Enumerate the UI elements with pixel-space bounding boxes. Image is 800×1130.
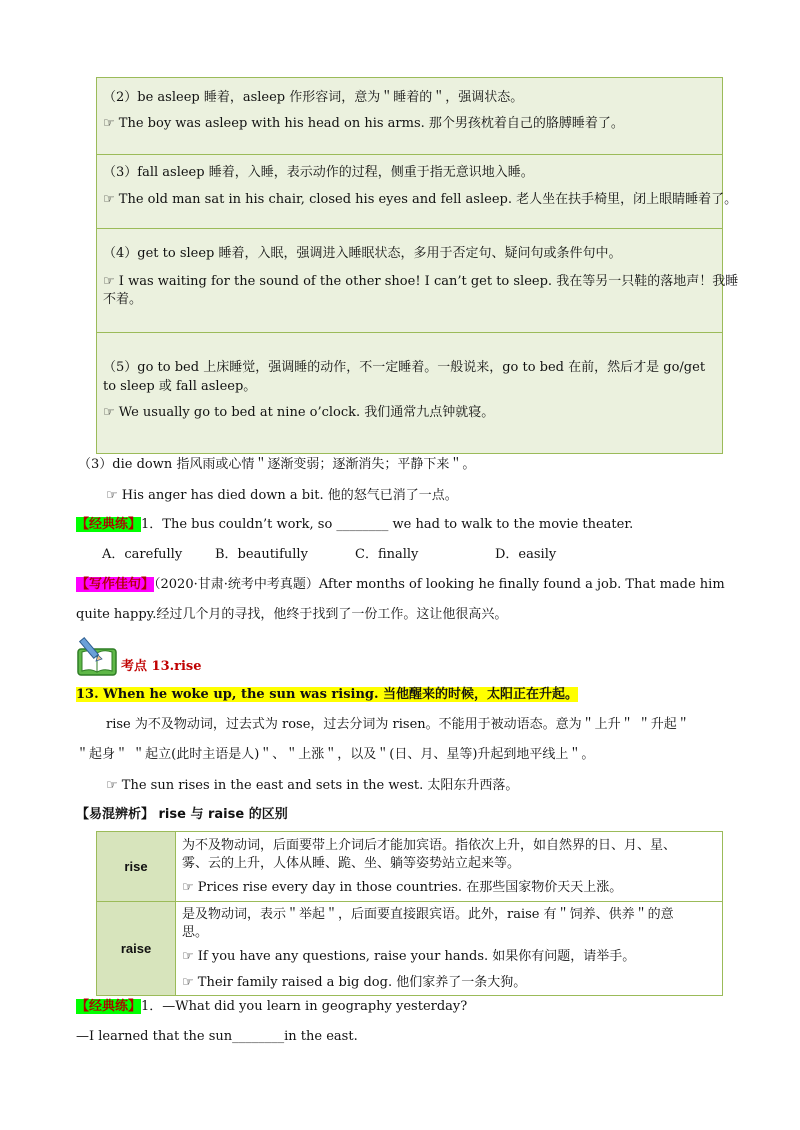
rise-desc-line1: rise 为不及物动词，过去式为 rose，过去分词为 risen。不能用于被动语态。意为＂上升＂ ＂升起＂ — [106, 717, 690, 732]
exercise2-answer-line: —I learned that the sun________in the east. — [76, 1029, 358, 1044]
table-row — [97, 902, 723, 996]
item4-title: （4）get to sleep 睡着，入眠，强调进入睡眠状态，多用于否定句、疑问句或条件句中。 — [103, 246, 622, 261]
rise-definition-line1: 为不及物动词，后面要带上介词后才能加宾语。指依次上升，如自然界的日、月、星、 — [182, 837, 677, 853]
item5-title-line1: （5）go to bed 上床睡觉，强调睡的动作，不一定睡着。一般说来，go to bed 在前，然后才是 go/get — [103, 360, 706, 375]
pointing-hand-icon: ☞ — [103, 116, 115, 131]
item4-example-line2: 不着。 — [103, 292, 143, 307]
rise-example: The sun rises in the east and sets in the west. 太阳东升西落。 — [121, 778, 519, 793]
item4-example-line1: I was waiting for the sound of the other shoe! I can’t get to sleep. 我在等另一只鞋的落地声！我睡 — [118, 274, 739, 289]
rise-table-example: Prices rise every day in those countries. 在那些国家物价天天上涨。 — [197, 879, 623, 895]
rise-definition-line2: 雾、云的上升，人体从睡、跪、坐、躺等姿势站立起来等。 — [182, 855, 521, 871]
pointing-hand-icon: ☞ — [106, 488, 118, 503]
die-down-title: （3）die down 指风雨或心情＂逐渐变弱；逐渐消失；平静下来＂。 — [78, 457, 476, 472]
option-b: B．beautifully — [215, 547, 308, 562]
item5-title-line2: to sleep 或 fall asleep。 — [103, 379, 257, 394]
item2-title: （2）be asleep 睡着，asleep 作形容词，意为＂睡着的＂，强调状态。 — [103, 90, 524, 105]
raise-table-example2: Their family raised a big dog. 他们家养了一条大狗。 — [197, 974, 527, 990]
writing-line1: （2020·甘肃·统考中考真题）After months of looking he finally found a job. That made him — [154, 577, 725, 592]
item5-example: We usually go to bed at nine o’clock. 我们通常九点钟就寝。 — [118, 405, 495, 420]
classic-exercise-tag: 【经典练】 — [76, 517, 142, 532]
item2-example: The boy was asleep with his head on his arms. 那个男孩枕着自己的胳膊睡着了。 — [118, 116, 624, 131]
pointing-hand-icon: ☞ — [182, 974, 194, 990]
item-fall-asleep — [97, 154, 738, 228]
writing-sentence-tag: 【写作佳句】 — [76, 577, 155, 592]
exercise1-question: 1．The bus couldn’t work, so ________ we had to walk to the movie theater. — [141, 517, 634, 532]
pointing-hand-icon: ☞ — [106, 778, 118, 793]
classic-exercise-tag: 【经典练】 — [76, 999, 142, 1014]
option-d: D．easily — [495, 547, 557, 562]
die-down-example: His anger has died down a bit. 他的怒气已消了一点。 — [121, 488, 458, 503]
raise-definition-line1: 是及物动词，表示＂举起＂，后面要直接跟宾语。此外，raise 有＂饲养、供养＂的意 — [182, 906, 674, 922]
rise-desc-line2: ＂起身＂ ＂起立(此时主语是人)＂、＂上涨＂，以及＂(日、月、星等)升起到地平线上＂。 — [76, 747, 595, 762]
pointing-hand-icon: ☞ — [103, 405, 115, 420]
option-c: C．finally — [355, 547, 419, 562]
raise-label: raise — [97, 902, 176, 996]
pointing-hand-icon: ☞ — [103, 274, 115, 289]
rise-label: rise — [97, 832, 176, 902]
raise-table-example1: If you have any questions, raise your hands. 如果你有问题，请举手。 — [197, 948, 636, 964]
kaodian-label: 考点 13.rise — [121, 659, 202, 674]
rise-raise-table — [96, 831, 723, 996]
pointing-hand-icon: ☞ — [182, 879, 194, 895]
option-a: A．carefully — [102, 547, 183, 562]
item3-title: （3）fall asleep 睡着，入睡，表示动作的过程，侧重于指无意识地入睡。 — [103, 165, 534, 180]
item-be-asleep — [97, 78, 722, 154]
item3-example: The old man sat in his chair, closed his eyes and fell asleep. 老人坐在扶手椅里，闭上眼睛睡着了。 — [118, 192, 738, 207]
confusion-analysis-title: 【易混辨析】 rise 与 raise 的区别 — [76, 807, 288, 822]
writing-line2: quite happy.经过几个月的寻找，他终于找到了一份工作。这让他很高兴。 — [76, 607, 508, 622]
item-get-to-sleep — [97, 228, 739, 332]
raise-definition-line2: 思。 — [182, 924, 209, 940]
exercise2-question: 1．—What did you learn in geography yesterday? — [141, 999, 468, 1014]
table-row — [97, 832, 723, 902]
book-pencil-icon — [76, 635, 120, 677]
pointing-hand-icon: ☞ — [182, 948, 194, 964]
asleep-usage-box — [96, 77, 739, 454]
item-go-to-bed — [97, 332, 722, 455]
pointing-hand-icon: ☞ — [103, 192, 115, 207]
section13-heading: 13. When he woke up, the sun was rising. 当他醒来的时候，太阳正在升起。 — [76, 687, 579, 702]
